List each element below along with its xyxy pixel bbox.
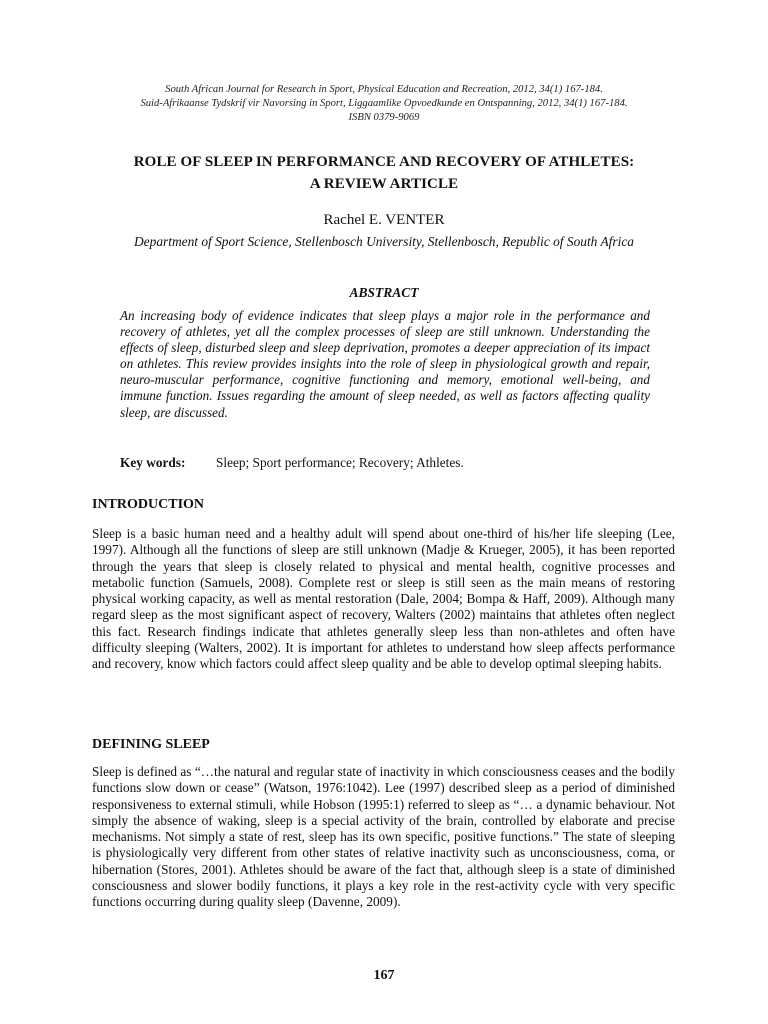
- defining-sleep-paragraph: Sleep is defined as “…the natural and regular state of inactivity in which consciousness ceases and the bodily functions slow down or cease” (Watson, 1976:1042). Lee (1997) described sleep as a period of diminished responsiveness to external stimuli, while Hobson (1995:1) referred to sleep as “… a dynamic behaviour. Not simply the absence of waking, sleep is a special activity of the brain, controlled by elaborate and precise mechanisms. Not simply a state of rest, sleep has its own specific, positive functions.” The state of sleeping is physiologically very different from other states of relative inactivity such as unconsciousness, coma, or hibernation (Stores, 2001). Athletes should be aware of the fact that, although sleep is a state of diminished consciousness and slower bodily functions, it plays a key role in the rest-activity cycle with very specific functions occurring during quality sleep (Davenne, 2009).: [92, 764, 675, 910]
- journal-isbn: ISBN 0379-9069: [348, 112, 420, 123]
- keywords: [120, 455, 464, 471]
- author-name: Rachel E. VENTER: [323, 212, 445, 228]
- article-title-line-2: A REVIEW ARTICLE: [309, 176, 459, 192]
- keywords-value: Sleep; Sport performance; Recovery; Athletes.: [216, 455, 464, 470]
- article-title-line-1: ROLE OF SLEEP IN PERFORMANCE AND RECOVERY OF ATHLETES:: [133, 154, 635, 170]
- introduction-paragraph: Sleep is a basic human need and a healthy adult will spend about one-third of his/her life sleeping (Lee, 1997). Although all the functions of sleep are still unknown (Madje & Krueger, 2005), it has been reported through the years that sleep is closely related to physical and mental health, cognitive processes and metabolic function (Samuels, 2008). Complete rest or sleep is still seen as the main means of restoring physical working capacity, as well as mental restoration (Dale, 2004; Bompa & Haff, 2009). Although many regard sleep as the most significant aspect of recovery, Walters (2002) maintains that athletes often neglect this fact. Research findings indicate that athletes generally sleep less than non-athletes and often have difficulty sleeping (Walters, 2002). It is important for athletes to understand how sleep affects performance and recovery, know which factors could affect sleep quality and be able to develop optimal sleeping habits.: [92, 526, 675, 672]
- defining-sleep-heading: DEFINING SLEEP: [92, 737, 210, 752]
- journal-header-english: South African Journal for Research in Sport, Physical Education and Recreation, 2012, 34(1) 167-184.: [165, 84, 603, 95]
- journal-header-afrikaans: Suid-Afrikaanse Tydskrif vir Navorsing in Sport, Liggaamlike Opvoedkunde en Ontspanning, 2012, 34(1) 167-184.: [140, 98, 628, 109]
- page-number: 167: [373, 968, 395, 983]
- keywords-label: Key words:: [120, 455, 186, 470]
- abstract-text: An increasing body of evidence indicates that sleep plays a major role in the performance and recovery of athletes, yet all the complex processes of sleep are still unknown. Understanding the effects of sleep, disturbed sleep and sleep deprivation, promotes a deeper appreciation of its impact on athletes. This review provides insights into the role of sleep in physiological growth and repair, neuro-muscular performance, cognitive functioning and memory, emotional well-being, and immune function. Issues regarding the amount of sleep needed, as well as factors affecting quality sleep, are discussed.: [120, 308, 650, 420]
- abstract-heading: ABSTRACT: [349, 285, 419, 300]
- introduction-heading: INTRODUCTION: [92, 497, 205, 512]
- author-affiliation: Department of Sport Science, Stellenbosch University, Stellenbosch, Republic of South Africa: [134, 234, 634, 249]
